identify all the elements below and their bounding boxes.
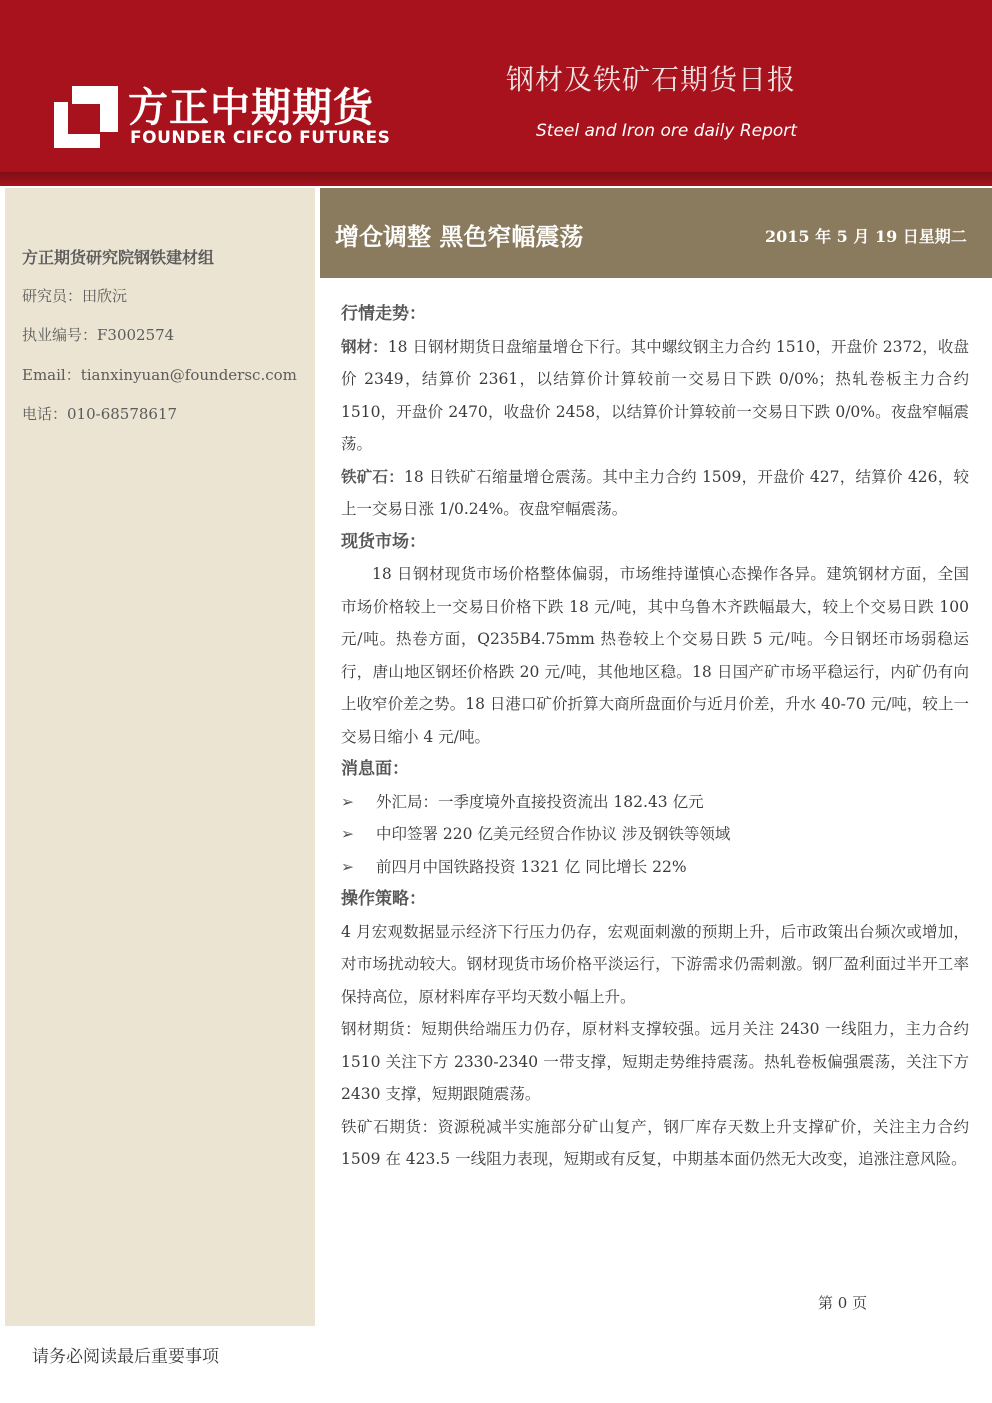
report-subtitle: Steel and Iron ore daily Report	[536, 121, 797, 141]
news-item	[341, 818, 969, 851]
news-text: 外汇局：一季度境外直接投资流出 182.43 亿元	[376, 792, 704, 811]
news-item	[341, 786, 969, 819]
report-body	[341, 298, 969, 1176]
disclaimer-notice: 请务必阅读最后重要事项	[32, 1347, 219, 1367]
section-heading-market: 行情走势：	[341, 304, 426, 324]
sidebar-panel	[5, 188, 315, 1326]
company-logo-text: 方正中期期货	[128, 85, 374, 131]
paragraph-steel	[341, 331, 969, 461]
report-date: 2015 年 5 月 19 日星期二	[765, 227, 967, 246]
section-heading-spot: 现货市场：	[341, 531, 426, 552]
sidebar-license: 执业编号：F3002574	[22, 326, 175, 344]
ore-label: 铁矿石：	[341, 466, 405, 486]
company-logo-english: FOUNDER CIFCO FUTURES	[130, 128, 391, 148]
news-item	[341, 851, 969, 884]
paragraph-spot: 18 日钢材现货市场价格整体偏弱，市场维持谨慎心态操作各异。建筑钢材方面，全国市场价格较上一交易日价格下跌 18 元/吨，其中乌鲁木齐跌幅最大，较上个交易日跌 100 元/吨。热卷方面，Q235B4.75mm 热卷较上个交易日跌 5 元/吨。今日钢坯市场弱稳运行，唐山地区钢坯价格跌 20 元/吨，其他地区稳。18 日国产矿市场平稳运行，内矿仍有向上收窄价差之势。18 日港口矿价折算大商所盘面价与近月价差，升水 40-70 元/吨，较上一交易日缩小 4 元/吨。	[341, 565, 969, 746]
paragraph-ore	[341, 461, 969, 526]
news-text: 前四月中国铁路投资 1321 亿 同比增长 22%	[376, 857, 687, 876]
section-heading-strategy: 操作策略：	[341, 889, 426, 909]
paragraph-strategy: 4 月宏观数据显示经济下行压力仍存，宏观面刺激的预期上升，后市政策出台频次或增加，对市场扰动较大。钢材现货市场价格平淡运行，下游需求仍需刺激。钢厂盈利面过半开工率保持高位，原材料库存平均天数小幅上升。	[341, 922, 969, 1006]
steel-text: 18 日钢材期货日盘缩量增仓下行。其中螺纹钢主力合约 1510，开盘价 2372，收盘价 2349，结算价 2361，以结算价计算较前一交易日下跌 0/0%；热轧卷板主力合约 1510，开盘价 2470，收盘价 2458，以结算价计算较前一交易日下跌 0/0%。夜盘窄幅震荡。	[341, 337, 969, 453]
bullet-arrow-icon: ➢	[341, 792, 354, 811]
news-text: 中印签署 220 亿美元经贸合作协议 涉及钢铁等领域	[376, 825, 731, 843]
sidebar-email: Email：tianxinyuan@foundersc.com	[22, 366, 297, 384]
steel-label: 钢材：	[341, 336, 388, 356]
sidebar-phone: 电话：010-68578617	[22, 405, 178, 423]
header-shadow-band	[0, 172, 992, 186]
page-number: 第 0 页	[818, 1294, 868, 1312]
bullet-arrow-icon: ➢	[341, 825, 354, 843]
bullet-arrow-icon: ➢	[341, 857, 354, 876]
sidebar-org: 方正期货研究院钢铁建材组	[22, 248, 215, 267]
paragraph-steel-futures: 钢材期货：短期供给端压力仍存，原材料支撑较强。远月关注 2430 一线阻力，主力合约 1510 关注下方 2330-2340 一带支撑，短期走势维持震荡。热轧卷板偏强震荡，关注下方 2430 支撑，短期跟随震荡。	[341, 1020, 969, 1103]
paragraph-ore-futures: 铁矿石期货：资源税减半实施部分矿山复产，钢厂库存天数上升支撑矿价，关注主力合约 1509 在 423.5 一线阻力表现，短期或有反复，中期基本面仍然无大改变，追涨注意风险。	[341, 1117, 969, 1168]
report-title: 钢材及铁矿石期货日报	[506, 63, 797, 96]
ore-text: 18 日铁矿石缩量增仓震荡。其中主力合约 1509，开盘价 427，结算价 426，较上一交易日涨 1/0.24%。夜盘窄幅震荡。	[341, 467, 969, 518]
section-heading-news: 消息面：	[341, 759, 409, 779]
sidebar-researcher: 研究员：田欣沅	[22, 287, 128, 305]
founder-logo-icon	[54, 86, 118, 148]
headline-title: 增仓调整 黑色窄幅震荡	[335, 222, 584, 251]
